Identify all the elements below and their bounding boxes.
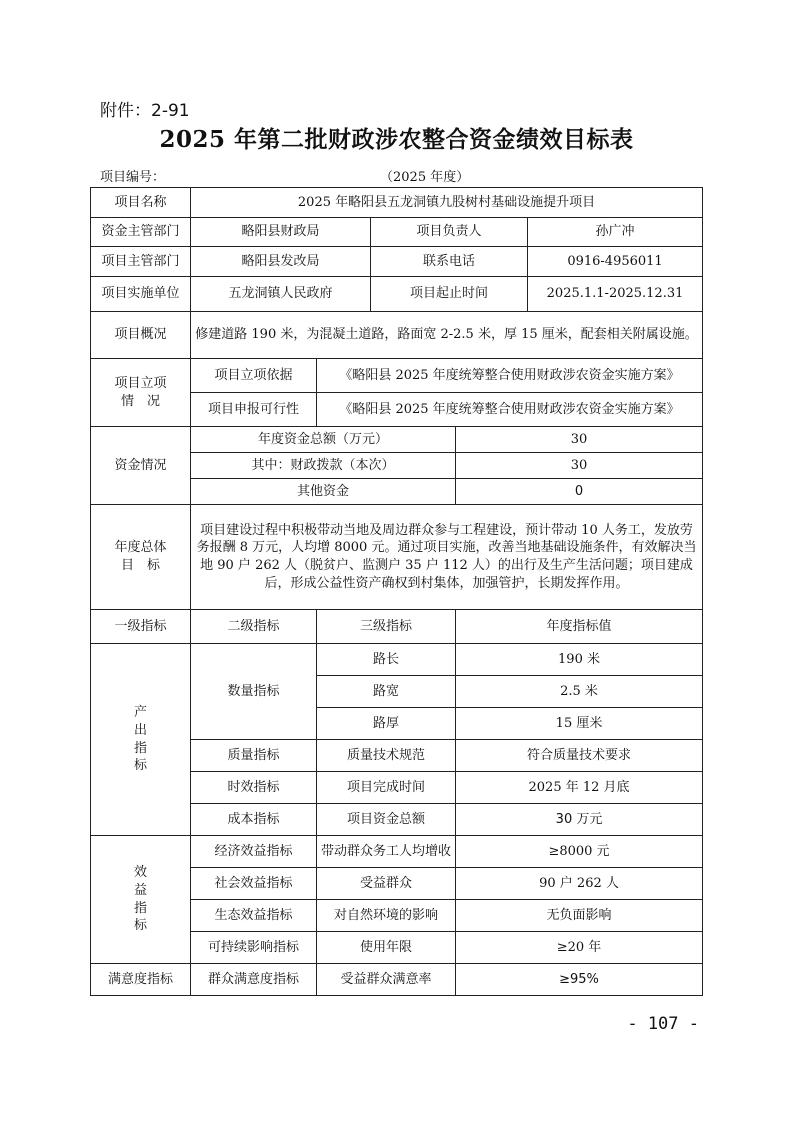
phone-value: 0916-4956011	[528, 247, 703, 277]
performance-table	[90, 187, 703, 996]
overview-label: 项目概况	[91, 312, 191, 359]
sustain-indicator-label: 可持续影响指标	[191, 932, 317, 964]
road-width-value: 2.5 米	[456, 676, 703, 708]
economic-name: 带动群众务工人均增收	[317, 836, 456, 868]
goal-label-line-2: 目 标	[120, 558, 160, 573]
fund-fiscal-label: 其中：财政拨款（本次）	[191, 453, 456, 479]
row-overview	[91, 312, 703, 359]
leader-value: 孙广冲	[528, 218, 703, 247]
road-length-value: 190 米	[456, 644, 703, 676]
row-basis	[91, 359, 703, 393]
overview-value: 修建道路 190 米，为混凝土道路，路面宽 2-2.5 米，厚 15 厘米，配套相关附属设施。	[191, 312, 703, 359]
row-fund-total	[91, 427, 703, 453]
header-level-2: 二级指标	[191, 610, 317, 644]
quality-indicator-label: 质量指标	[191, 740, 317, 772]
approval-label	[91, 359, 191, 427]
fund-total-label: 年度资金总额（万元）	[191, 427, 456, 453]
row-project-name	[91, 188, 703, 218]
satisfaction-name: 受益群众满意率	[317, 964, 456, 996]
fund-dept-value: 略阳县财政局	[191, 218, 371, 247]
eco-name: 对自然环境的影响	[317, 900, 456, 932]
goal-label	[91, 505, 191, 610]
fund-total-value: 30	[456, 427, 703, 453]
quality-name: 质量技术规范	[317, 740, 456, 772]
fund-other-label: 其他资金	[191, 479, 456, 505]
header-level-1: 一级指标	[91, 610, 191, 644]
road-width-label: 路宽	[317, 676, 456, 708]
road-thickness-label: 路厚	[317, 708, 456, 740]
approval-label-line-2: 情 况	[120, 393, 160, 409]
goal-label-line-1: 年度总体	[114, 540, 167, 556]
basis-value: 《略阳县 2025 年度统筹整合使用财政涉农资金实施方案》	[317, 359, 703, 393]
output-char-3: 指	[133, 740, 147, 756]
output-indicator-label	[91, 644, 191, 836]
sustain-value: ≥20 年	[456, 932, 703, 964]
output-char-4: 标	[133, 758, 147, 774]
basis-label: 项目立项依据	[191, 359, 317, 393]
sustain-name: 使用年限	[317, 932, 456, 964]
header-level-3: 三级指标	[317, 610, 456, 644]
fund-fiscal-value: 30	[456, 453, 703, 479]
social-value: 90 户 262 人	[456, 868, 703, 900]
header-value: 年度指标值	[456, 610, 703, 644]
funds-label: 资金情况	[91, 427, 191, 505]
road-length-label: 路长	[317, 644, 456, 676]
leader-label: 项目负责人	[371, 218, 528, 247]
social-indicator-label: 社会效益指标	[191, 868, 317, 900]
page-number: - 107 -	[627, 1014, 699, 1034]
feasibility-value: 《略阳县 2025 年度统筹整合使用财政涉农资金实施方案》	[317, 393, 703, 427]
project-no-label: 项目编号：	[100, 170, 166, 185]
economic-indicator-label: 经济效益指标	[191, 836, 317, 868]
row-satisfaction	[91, 964, 703, 996]
benefit-char-1: 效	[133, 865, 147, 881]
feasibility-label: 项目申报可行性	[191, 393, 317, 427]
period-label: 项目起止时间	[371, 277, 528, 312]
satisfaction-sub-label: 群众满意度指标	[191, 964, 317, 996]
cost-indicator-label: 成本指标	[191, 804, 317, 836]
fund-other-value: 0	[456, 479, 703, 505]
benefit-char-3: 指	[133, 900, 147, 916]
economic-value: ≥8000 元	[456, 836, 703, 868]
eco-indicator-label: 生态效益指标	[191, 900, 317, 932]
row-fund-dept	[91, 218, 703, 247]
time-name: 项目完成时间	[317, 772, 456, 804]
social-name: 受益群众	[317, 868, 456, 900]
page-title: 2025 年第二批财政涉农整合资金绩效目标表	[159, 126, 634, 153]
proj-dept-value: 略阳县发改局	[191, 247, 371, 277]
attachment-label: 附件：2-91	[100, 101, 190, 121]
benefit-char-2: 益	[133, 882, 147, 898]
time-value: 2025 年 12 月底	[456, 772, 703, 804]
project-name-value: 2025 年略阳县五龙洞镇九股树村基础设施提升项目	[191, 188, 703, 218]
satisfaction-value: ≥95%	[456, 964, 703, 996]
quantity-indicator-label: 数量指标	[191, 644, 317, 740]
row-proj-dept	[91, 247, 703, 277]
row-annual-goal	[91, 505, 703, 610]
cost-name: 项目资金总额	[317, 804, 456, 836]
approval-label-line-1: 项目立项	[114, 375, 167, 391]
quality-value: 符合质量技术要求	[456, 740, 703, 772]
benefit-char-4: 标	[133, 918, 147, 934]
row-indicator-header	[91, 610, 703, 644]
period-value: 2025.1.1-2025.12.31	[528, 277, 703, 312]
fund-dept-label: 资金主管部门	[91, 218, 191, 247]
road-thickness-value: 15 厘米	[456, 708, 703, 740]
benefit-indicator-label	[91, 836, 191, 964]
impl-unit-value: 五龙洞镇人民政府	[191, 277, 371, 312]
row-impl-unit	[91, 277, 703, 312]
phone-label: 联系电话	[371, 247, 528, 277]
project-name-label: 项目名称	[91, 188, 191, 218]
impl-unit-label: 项目实施单位	[91, 277, 191, 312]
proj-dept-label: 项目主管部门	[91, 247, 191, 277]
goal-text: 项目建设过程中积极带动当地及周边群众参与工程建设，预计带动 10 人务工，发放劳务报酬 8 万元，人均增 8000 元。通过项目实施，改善当地基础设施条件，有效解决当地 90 户 262 人（脱贫户、监测户 35 户 112 人）的出行及生产生活问题；项目建成后，形成公益性资产确权到村集体，加强管护，长期发挥作用。	[191, 505, 703, 610]
row-road-length	[91, 644, 703, 676]
output-char-1: 产	[133, 705, 147, 721]
year-label: （2025 年度）	[380, 170, 470, 185]
time-indicator-label: 时效指标	[191, 772, 317, 804]
output-char-2: 出	[133, 722, 147, 738]
row-economic	[91, 836, 703, 868]
satisfaction-indicator-label: 满意度指标	[91, 964, 191, 996]
cost-value: 30 万元	[456, 804, 703, 836]
eco-value: 无负面影响	[456, 900, 703, 932]
